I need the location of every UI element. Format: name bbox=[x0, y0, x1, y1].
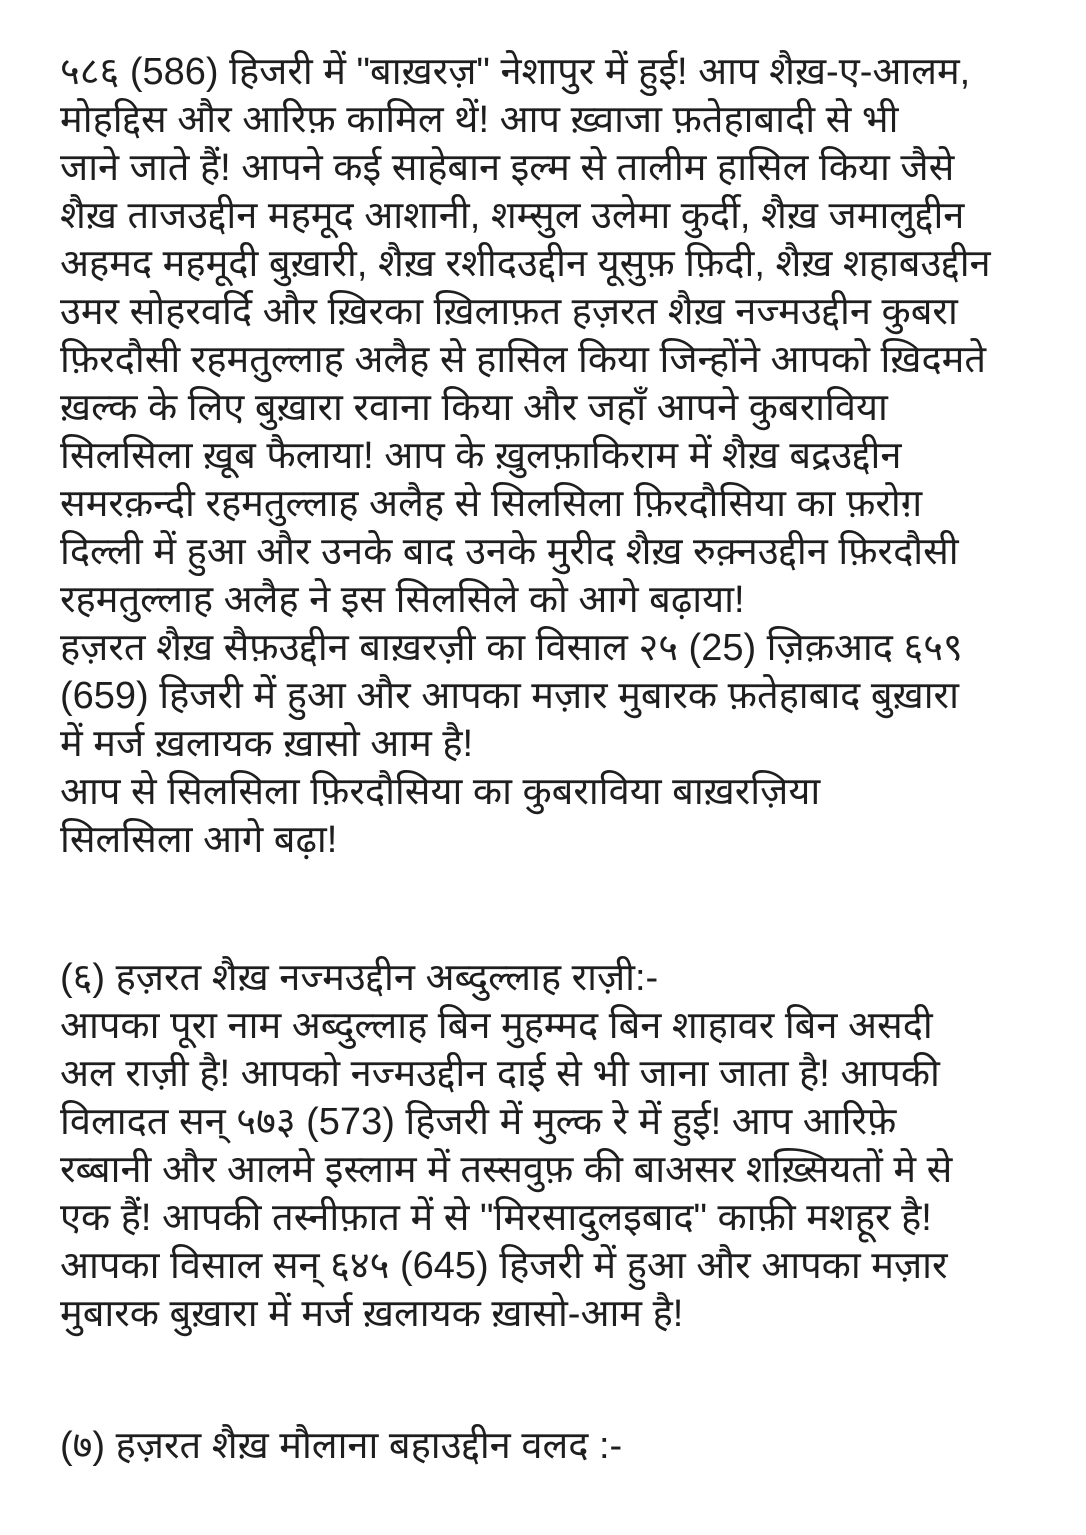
text-line: (६) हज़रत शैख़ नज्मउद्दीन अब्दुल्लाह राज़ी:- bbox=[60, 957, 659, 999]
text-line: आप से सिलसिला फ़िरदौसिया का कुबराविया बाख़रज़िया bbox=[60, 771, 821, 813]
text-line: फ़िरदौसी रहमतुल्लाह अलैह से हासिल किया जिन्होंने आपको ख़िदमते bbox=[60, 339, 987, 381]
text-line: मुबारक बुख़ारा में मर्ज ख़लायक ख़ासो-आम है! bbox=[60, 1293, 684, 1335]
text-line: उमर सोहरवर्दि और ख़िरका ख़िलाफ़त हज़रत शैख़ नज्मउद्दीन कुबरा bbox=[60, 291, 958, 333]
paragraph-bahauddin-walad-heading bbox=[60, 1422, 1046, 1470]
document-text-block bbox=[60, 48, 1046, 1470]
text-line: अहमद महमूदी बुख़ारी, शैख़ रशीदउद्दीन यूसुफ़ फ़िदी, शैख़ शहाबउद्दीन bbox=[60, 243, 991, 285]
text-line: आपका पूरा नाम अब्दुल्लाह बिन मुहम्मद बिन शाहावर बिन असदी bbox=[60, 1005, 933, 1047]
text-line: शैख़ ताजउद्दीन महमूद आशानी, शम्सुल उलेमा कुर्दी, शैख़ जमालुद्दीन bbox=[60, 195, 965, 237]
text-line: में मर्ज ख़लायक ख़ासो आम है! bbox=[60, 723, 474, 765]
text-line: दिल्ली में हुआ और उनके बाद उनके मुरीद शैख़ रुक़्नउद्दीन फ़िरदौसी bbox=[60, 531, 959, 573]
text-line: रहमतुल्लाह अलैह ने इस सिलसिले को आगे बढ़ाया! bbox=[60, 579, 745, 621]
text-line: एक हैं! आपकी तस्नीफ़ात में से "मिरसादुलइबाद" काफ़ी मशहूर है! bbox=[60, 1197, 932, 1239]
text-line: अल राज़ी है! आपको नज्मउद्दीन दाई से भी जाना जाता है! आपकी bbox=[60, 1053, 940, 1095]
text-line: विलादत सन् ५७३ (573) हिजरी में मुल्क रे में हुई! आप आरिफ़े bbox=[60, 1101, 897, 1143]
text-line: जाने जाते हैं! आपने कई साहेबान इल्म से तालीम हासिल किया जैसे bbox=[60, 147, 955, 189]
text-line: हज़रत शैख़ सैफ़उद्दीन बाख़रज़ी का विसाल २५ (25) ज़िक़आद ६५९ bbox=[60, 627, 963, 669]
text-line: रब्बानी और आलमे इस्लाम में तस्सवुफ़ की बाअसर शख़्सियतों मे से bbox=[60, 1149, 953, 1191]
text-line: ५८६ (586) हिजरी में "बाख़रज़" नेशापुर में हुई! आप शैख़-ए-आलम, bbox=[60, 51, 971, 93]
text-line: (७) हज़रत शैख़ मौलाना बहाउद्दीन वलद :- bbox=[60, 1425, 623, 1467]
paragraph-najmuddin-abdullah-razi bbox=[60, 954, 1046, 1338]
text-line: (659) हिजरी में हुआ और आपका मज़ार मुबारक फ़तेहाबाद बुख़ारा bbox=[60, 675, 959, 717]
text-line: सिलसिला ख़ूब फैलाया! आप के ख़ुलफ़ाकिराम में शैख़ बद्रउद्दीन bbox=[60, 435, 902, 477]
text-line: आपका विसाल सन् ६४५ (645) हिजरी में हुआ और आपका मज़ार bbox=[60, 1245, 948, 1287]
text-line: ख़ल्क के लिए बुख़ारा रवाना किया और जहाँ आपने कुबराविया bbox=[60, 387, 888, 429]
text-line: मोहद्दिस और आरिफ़ कामिल थें! आप ख़्वाजा फ़तेहाबादी से भी bbox=[60, 99, 899, 141]
text-line: सिलसिला आगे बढ़ा! bbox=[60, 819, 338, 861]
text-line: समरक़न्दी रहमतुल्लाह अलैह से सिलसिला फ़िरदौसिया का फ़रोग़ bbox=[60, 483, 923, 525]
paragraph-saifuddin-bakharzi bbox=[60, 48, 1046, 864]
